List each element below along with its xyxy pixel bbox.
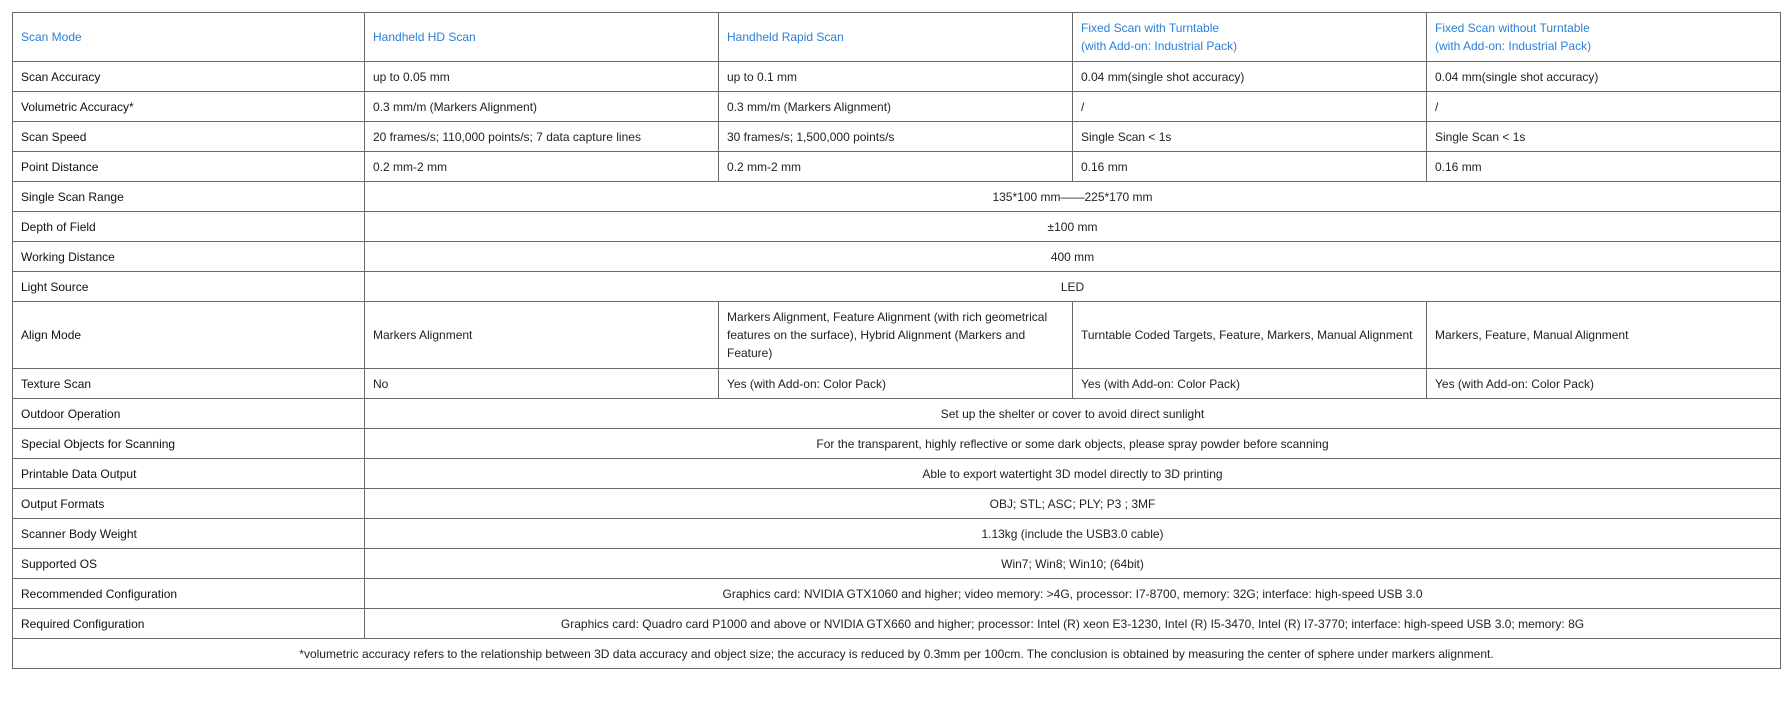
row-label: Working Distance [13, 242, 365, 272]
row-label: Scan Speed [13, 122, 365, 152]
cell-merged: 135*100 mm——225*170 mm [365, 182, 1781, 212]
cell-hd: No [365, 369, 719, 399]
row-required-config [13, 609, 1781, 639]
header-fixed-no-tt-line1: Fixed Scan without Turntable [1435, 21, 1590, 35]
row-label: Outdoor Operation [13, 399, 365, 429]
cell-rapid-line3: Feature) [727, 346, 773, 360]
row-label: Texture Scan [13, 369, 365, 399]
cell-merged: Set up the shelter or cover to avoid direct sunlight [365, 399, 1781, 429]
cell-fixed-no-tt: / [1427, 92, 1781, 122]
row-volumetric-accuracy [13, 92, 1781, 122]
cell-merged: LED [365, 272, 1781, 302]
row-printable-output [13, 459, 1781, 489]
header-fixed-tt-line2: (with Add-on: Industrial Pack) [1081, 39, 1238, 53]
row-label: Depth of Field [13, 212, 365, 242]
row-outdoor-operation [13, 399, 1781, 429]
cell-rapid: 0.3 mm/m (Markers Alignment) [719, 92, 1073, 122]
row-label: Required Configuration [13, 609, 365, 639]
header-fixed-scan-with-turntable [1073, 13, 1427, 62]
row-label: Special Objects for Scanning [13, 429, 365, 459]
header-fixed-scan-without-turntable [1427, 13, 1781, 62]
cell-rapid [719, 302, 1073, 369]
row-depth-of-field [13, 212, 1781, 242]
row-recommended-config [13, 579, 1781, 609]
row-label: Align Mode [13, 302, 365, 369]
cell-merged: Win7; Win8; Win10; (64bit) [365, 549, 1781, 579]
cell-hd: 20 frames/s; 110,000 points/s; 7 data capture lines [365, 122, 719, 152]
cell-hd: Markers Alignment [365, 302, 719, 369]
cell-rapid: 30 frames/s; 1,500,000 points/s [719, 122, 1073, 152]
cell-fixed-tt: Yes (with Add-on: Color Pack) [1073, 369, 1427, 399]
cell-fixed-tt: Single Scan < 1s [1073, 122, 1427, 152]
row-label: Output Formats [13, 489, 365, 519]
row-special-objects [13, 429, 1781, 459]
header-fixed-no-tt-line2: (with Add-on: Industrial Pack) [1435, 39, 1592, 53]
row-label: Point Distance [13, 152, 365, 182]
row-label: Printable Data Output [13, 459, 365, 489]
spec-table [12, 12, 1781, 669]
cell-hd: 0.3 mm/m (Markers Alignment) [365, 92, 719, 122]
cell-hd: 0.2 mm-2 mm [365, 152, 719, 182]
row-label: Single Scan Range [13, 182, 365, 212]
header-fixed-tt-line1: Fixed Scan with Turntable [1081, 21, 1220, 35]
row-align-mode [13, 302, 1781, 369]
row-point-distance [13, 152, 1781, 182]
cell-rapid-line1: Markers Alignment, Feature Alignment (with rich geometrical [727, 310, 1048, 324]
cell-fixed-no-tt: 0.16 mm [1427, 152, 1781, 182]
cell-rapid-line2: features on the surface), Hybrid Alignment (Markers and [727, 328, 1026, 342]
cell-fixed-tt: 0.04 mm(single shot accuracy) [1073, 62, 1427, 92]
cell-merged: Able to export watertight 3D model directly to 3D printing [365, 459, 1781, 489]
row-label: Supported OS [13, 549, 365, 579]
row-working-distance [13, 242, 1781, 272]
row-footnote [13, 639, 1781, 669]
cell-merged: ±100 mm [365, 212, 1781, 242]
table-header-row [13, 13, 1781, 62]
header-handheld-hd-scan: Handheld HD Scan [365, 13, 719, 62]
row-body-weight [13, 519, 1781, 549]
row-label: Volumetric Accuracy* [13, 92, 365, 122]
row-texture-scan [13, 369, 1781, 399]
row-scan-speed [13, 122, 1781, 152]
cell-fixed-tt: / [1073, 92, 1427, 122]
cell-merged: Graphics card: Quadro card P1000 and above or NVIDIA GTX660 and higher; processor: Intel (R) xeon E3-1230, Intel (R) I5-3470, Intel (R) I7-3770; interface: high-speed USB 3.0; memory: 8G [365, 609, 1781, 639]
cell-fixed-no-tt: 0.04 mm(single shot accuracy) [1427, 62, 1781, 92]
row-label: Scanner Body Weight [13, 519, 365, 549]
cell-hd: up to 0.05 mm [365, 62, 719, 92]
cell-merged: 400 mm [365, 242, 1781, 272]
cell-merged: For the transparent, highly reflective or some dark objects, please spray powder before scanning [365, 429, 1781, 459]
header-scan-mode: Scan Mode [13, 13, 365, 62]
cell-fixed-tt: 0.16 mm [1073, 152, 1427, 182]
footnote-text: *volumetric accuracy refers to the relationship between 3D data accuracy and object size; the accuracy is reduced by 0.3mm per 100cm. The conclusion is obtained by measuring the center of sphere under markers alignment. [13, 639, 1781, 669]
row-output-formats [13, 489, 1781, 519]
cell-fixed-no-tt: Markers, Feature, Manual Alignment [1427, 302, 1781, 369]
row-single-scan-range [13, 182, 1781, 212]
cell-merged: OBJ; STL; ASC; PLY; P3 ; 3MF [365, 489, 1781, 519]
spec-table-container [12, 12, 1780, 669]
row-label: Light Source [13, 272, 365, 302]
cell-fixed-no-tt: Yes (with Add-on: Color Pack) [1427, 369, 1781, 399]
cell-fixed-tt: Turntable Coded Targets, Feature, Markers, Manual Alignment [1073, 302, 1427, 369]
header-handheld-rapid-scan: Handheld Rapid Scan [719, 13, 1073, 62]
cell-merged: 1.13kg (include the USB3.0 cable) [365, 519, 1781, 549]
row-light-source [13, 272, 1781, 302]
cell-fixed-no-tt: Single Scan < 1s [1427, 122, 1781, 152]
cell-merged: Graphics card: NVIDIA GTX1060 and higher; video memory: >4G, processor: I7-8700, memory: 32G; interface: high-speed USB 3.0 [365, 579, 1781, 609]
row-label: Scan Accuracy [13, 62, 365, 92]
row-supported-os [13, 549, 1781, 579]
row-label: Recommended Configuration [13, 579, 365, 609]
cell-rapid: up to 0.1 mm [719, 62, 1073, 92]
cell-rapid: Yes (with Add-on: Color Pack) [719, 369, 1073, 399]
cell-rapid: 0.2 mm-2 mm [719, 152, 1073, 182]
row-scan-accuracy [13, 62, 1781, 92]
